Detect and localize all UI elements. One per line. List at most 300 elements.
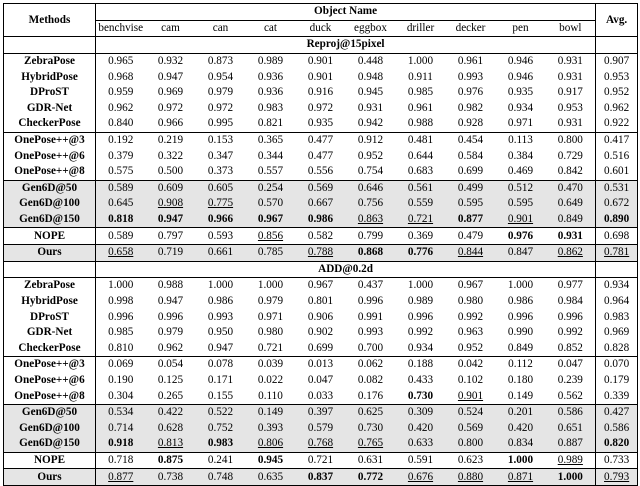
value-cell: [196, 388, 246, 404]
value-cell: [446, 452, 496, 469]
value-cell: [246, 196, 296, 212]
object-header-can: can: [196, 20, 246, 37]
value-cell-text: 0.561: [407, 181, 434, 194]
value-cell: [296, 436, 346, 452]
value-cell: [146, 212, 196, 228]
value-cell-text: 0.033: [307, 389, 334, 402]
avg-cell-text: 0.698: [604, 229, 630, 242]
method-name: DProST: [4, 85, 96, 101]
value-cell: [346, 244, 396, 261]
table-row: [4, 436, 638, 452]
table-row: [4, 357, 638, 373]
value-cell-text: 0.984: [557, 294, 583, 307]
value-cell: [246, 69, 296, 85]
value-cell: [446, 164, 496, 180]
value-cell: [196, 53, 246, 69]
value-cell-text: 0.863: [357, 213, 384, 226]
value-cell: [546, 116, 596, 132]
value-cell-text: 0.946: [507, 55, 534, 68]
value-cell: [446, 309, 496, 325]
value-cell-text: 0.772: [357, 470, 384, 483]
value-cell: [496, 101, 546, 117]
value-cell-text: 0.667: [307, 197, 334, 210]
value-cell-text: 0.965: [108, 55, 134, 68]
value-cell: [146, 132, 196, 148]
value-cell: [396, 469, 446, 486]
value-cell: [496, 309, 546, 325]
value-cell: [546, 404, 596, 420]
value-cell-text: 0.448: [357, 55, 384, 68]
value-cell-text: 0.868: [357, 246, 384, 259]
avg-cell-text: 0.339: [604, 389, 630, 402]
value-cell: [146, 164, 196, 180]
value-cell: [146, 69, 196, 85]
value-cell-text: 0.945: [357, 86, 384, 99]
value-cell: [496, 452, 546, 469]
value-cell-text: 0.241: [207, 453, 234, 466]
value-cell-text: 0.942: [357, 117, 384, 130]
value-cell-text: 0.676: [407, 470, 434, 483]
object-name-header: Object Name: [96, 4, 596, 21]
section-spacer: [596, 261, 638, 278]
value-cell-text: 0.928: [457, 117, 484, 130]
value-cell: [96, 325, 146, 341]
value-cell: [196, 452, 246, 469]
value-cell: [496, 132, 546, 148]
value-cell: [196, 101, 246, 117]
value-cell-text: 0.765: [357, 437, 384, 450]
avg-cell-text: 0.417: [604, 134, 630, 147]
value-cell-text: 0.644: [407, 149, 434, 162]
avg-cell: [596, 294, 638, 310]
method-name: HybridPose: [4, 294, 96, 310]
avg-cell-text: 0.601: [604, 165, 630, 178]
value-cell-text: 0.989: [407, 294, 434, 307]
value-cell: [296, 164, 346, 180]
value-cell: [396, 85, 446, 101]
value-cell: [396, 452, 446, 469]
value-cell-text: 0.397: [307, 406, 334, 419]
value-cell-text: 0.609: [157, 181, 184, 194]
value-cell-text: 0.871: [507, 470, 534, 483]
value-cell: [96, 278, 146, 294]
value-cell: [546, 132, 596, 148]
value-cell-text: 0.500: [157, 165, 184, 178]
value-cell: [346, 325, 396, 341]
value-cell: [496, 357, 546, 373]
value-cell-text: 0.980: [457, 294, 484, 307]
value-cell-text: 0.996: [407, 310, 434, 323]
table-row: [4, 196, 638, 212]
value-cell-text: 0.849: [557, 213, 583, 226]
value-cell: [246, 132, 296, 148]
value-cell: [346, 85, 396, 101]
value-cell: [146, 294, 196, 310]
value-cell: [146, 452, 196, 469]
avg-cell: [596, 212, 638, 228]
value-cell: [396, 436, 446, 452]
value-cell: [446, 278, 496, 294]
value-cell-text: 0.069: [108, 358, 134, 371]
method-name: CheckerPose: [4, 116, 96, 132]
method-name: NOPE: [4, 228, 96, 245]
avg-cell-text: 0.820: [604, 437, 630, 450]
object-header-duck: duck: [296, 20, 346, 37]
value-cell: [246, 180, 296, 196]
value-cell-text: 0.522: [207, 406, 234, 419]
value-cell: [546, 420, 596, 436]
value-cell: [96, 148, 146, 164]
value-cell: [346, 340, 396, 356]
value-cell-text: 0.969: [157, 86, 184, 99]
value-cell-text: 1.000: [207, 279, 234, 292]
value-cell-text: 0.834: [507, 437, 534, 450]
value-cell: [346, 228, 396, 245]
avg-cell-text: 0.828: [604, 341, 630, 354]
value-cell-text: 1.000: [557, 470, 583, 483]
value-cell: [446, 116, 496, 132]
value-cell: [146, 404, 196, 420]
value-cell-text: 0.625: [357, 406, 384, 419]
value-cell: [496, 325, 546, 341]
method-name: Gen6D@150: [4, 436, 96, 452]
value-cell: [96, 340, 146, 356]
value-cell: [546, 212, 596, 228]
value-cell-text: 0.393: [257, 421, 284, 434]
table-row: [4, 420, 638, 436]
value-cell: [546, 469, 596, 486]
value-cell: [496, 373, 546, 389]
value-cell: [196, 69, 246, 85]
avg-cell-text: 0.733: [604, 453, 630, 466]
value-cell-text: 0.470: [557, 181, 583, 194]
table-row: [4, 148, 638, 164]
value-cell-text: 0.977: [557, 279, 583, 292]
avg-cell-text: 0.781: [604, 246, 630, 259]
value-cell: [396, 132, 446, 148]
value-cell-text: 0.437: [357, 279, 384, 292]
value-cell-text: 0.936: [257, 86, 284, 99]
value-cell-text: 0.719: [157, 246, 184, 259]
value-cell: [196, 373, 246, 389]
value-cell-text: 0.935: [507, 86, 534, 99]
section-spacer: [4, 261, 96, 278]
value-cell: [246, 278, 296, 294]
value-cell-text: 0.985: [108, 326, 134, 339]
value-cell: [496, 212, 546, 228]
value-cell: [96, 357, 146, 373]
method-name: HybridPose: [4, 69, 96, 85]
table-row: [4, 373, 638, 389]
value-cell-text: 0.633: [407, 437, 434, 450]
value-cell: [396, 196, 446, 212]
value-cell-text: 0.979: [207, 86, 234, 99]
avg-cell-text: 0.070: [604, 358, 630, 371]
value-cell: [446, 420, 496, 436]
value-cell: [546, 388, 596, 404]
value-cell-text: 0.952: [357, 149, 384, 162]
object-header-decker: decker: [446, 20, 496, 37]
value-cell-text: 0.947: [157, 294, 184, 307]
value-cell-text: 0.661: [207, 246, 234, 259]
value-cell: [346, 212, 396, 228]
value-cell: [246, 436, 296, 452]
value-cell-text: 0.788: [307, 246, 334, 259]
avg-cell: [596, 85, 638, 101]
avg-cell: [596, 196, 638, 212]
value-cell-text: 0.082: [357, 373, 384, 386]
value-cell: [546, 436, 596, 452]
value-cell: [196, 340, 246, 356]
value-cell: [396, 244, 446, 261]
value-cell: [346, 116, 396, 132]
section-title: ADD@0.2d: [96, 261, 596, 278]
value-cell-text: 0.180: [507, 373, 534, 386]
avg-cell-text: 0.907: [604, 55, 630, 68]
value-cell: [296, 228, 346, 245]
value-cell-text: 0.570: [257, 197, 284, 210]
value-cell-text: 0.623: [457, 453, 484, 466]
value-cell-text: 0.954: [207, 70, 234, 83]
value-cell: [496, 388, 546, 404]
value-cell-text: 0.595: [507, 197, 534, 210]
value-cell: [446, 294, 496, 310]
value-cell-text: 0.379: [108, 149, 134, 162]
value-cell-text: 0.201: [507, 406, 534, 419]
method-name: CheckerPose: [4, 340, 96, 356]
value-cell: [446, 212, 496, 228]
avg-cell: [596, 278, 638, 294]
object-header-driller: driller: [396, 20, 446, 37]
value-cell: [146, 278, 196, 294]
value-cell-text: 0.265: [157, 389, 184, 402]
value-cell: [296, 53, 346, 69]
value-cell-text: 0.801: [307, 294, 334, 307]
avg-cell: [596, 309, 638, 325]
value-cell: [546, 340, 596, 356]
value-cell-text: 0.800: [557, 134, 583, 147]
method-name: Ours: [4, 469, 96, 486]
value-cell: [396, 148, 446, 164]
method-name: ZebraPose: [4, 53, 96, 69]
method-name: OnePose++@8: [4, 164, 96, 180]
value-cell-text: 0.479: [457, 229, 484, 242]
value-cell-text: 0.983: [257, 101, 284, 114]
method-name: OnePose++@3: [4, 357, 96, 373]
value-cell-text: 0.155: [207, 389, 234, 402]
value-cell: [396, 180, 446, 196]
value-cell-text: 0.628: [157, 421, 184, 434]
value-cell: [296, 357, 346, 373]
value-cell: [146, 420, 196, 436]
value-cell-text: 0.042: [457, 358, 484, 371]
value-cell-text: 0.557: [257, 165, 284, 178]
value-cell: [246, 420, 296, 436]
value-cell-text: 0.908: [157, 197, 184, 210]
method-name: ZebraPose: [4, 278, 96, 294]
value-cell-text: 0.047: [307, 373, 334, 386]
value-cell-text: 0.961: [407, 101, 434, 114]
value-cell: [296, 420, 346, 436]
value-cell-text: 0.945: [257, 453, 284, 466]
avg-cell: [596, 388, 638, 404]
method-name: Gen6D@100: [4, 420, 96, 436]
table-row: [4, 116, 638, 132]
value-cell-text: 0.950: [207, 326, 234, 339]
value-cell-text: 0.149: [507, 389, 534, 402]
value-cell-text: 0.902: [307, 326, 334, 339]
table-row: [4, 164, 638, 180]
value-cell-text: 0.976: [507, 229, 534, 242]
value-cell-text: 0.645: [108, 197, 134, 210]
value-cell: [196, 278, 246, 294]
avg-cell: [596, 180, 638, 196]
value-cell: [246, 116, 296, 132]
value-cell: [246, 469, 296, 486]
value-cell-text: 0.934: [507, 101, 534, 114]
value-cell: [396, 212, 446, 228]
value-cell: [296, 244, 346, 261]
value-cell: [446, 148, 496, 164]
table-row: [4, 212, 638, 228]
value-cell-text: 0.768: [307, 437, 334, 450]
value-cell-text: 0.559: [407, 197, 434, 210]
value-cell-text: 0.931: [557, 55, 583, 68]
value-cell: [246, 164, 296, 180]
value-cell: [396, 69, 446, 85]
value-cell-text: 0.993: [357, 326, 384, 339]
value-cell: [196, 420, 246, 436]
value-cell: [496, 340, 546, 356]
avg-cell: [596, 69, 638, 85]
value-cell: [496, 180, 546, 196]
value-cell: [346, 404, 396, 420]
value-cell-text: 0.992: [407, 326, 434, 339]
value-cell-text: 0.586: [557, 406, 583, 419]
value-cell: [246, 85, 296, 101]
value-cell-text: 0.738: [157, 470, 184, 483]
value-cell-text: 0.512: [507, 181, 534, 194]
value-cell: [346, 452, 396, 469]
value-cell: [246, 212, 296, 228]
value-cell: [146, 469, 196, 486]
value-cell-text: 0.729: [557, 149, 583, 162]
value-cell: [396, 278, 446, 294]
value-cell-text: 0.422: [157, 406, 184, 419]
value-cell: [296, 325, 346, 341]
value-cell: [146, 436, 196, 452]
table-row: [4, 325, 638, 341]
avg-cell-text: 0.953: [604, 70, 630, 83]
value-cell-text: 0.931: [357, 101, 384, 114]
value-cell: [546, 228, 596, 245]
value-cell-text: 0.591: [407, 453, 434, 466]
value-cell: [496, 148, 546, 164]
avg-cell: [596, 228, 638, 245]
value-cell-text: 0.962: [108, 101, 134, 114]
value-cell-text: 0.971: [507, 117, 534, 130]
value-cell-text: 0.499: [457, 181, 484, 194]
value-cell-text: 0.992: [557, 326, 583, 339]
table-row: [4, 294, 638, 310]
value-cell: [196, 244, 246, 261]
value-cell: [196, 116, 246, 132]
section-spacer: [596, 37, 638, 54]
value-cell-text: 0.837: [307, 470, 334, 483]
value-cell-text: 0.752: [207, 421, 234, 434]
avg-header: Avg.: [596, 4, 638, 37]
value-cell: [296, 101, 346, 117]
value-cell-text: 0.931: [557, 70, 583, 83]
value-cell-text: 0.985: [407, 86, 434, 99]
value-cell: [96, 469, 146, 486]
value-cell: [196, 309, 246, 325]
value-cell-text: 0.579: [307, 421, 334, 434]
value-cell: [296, 388, 346, 404]
value-cell: [496, 69, 546, 85]
value-cell: [446, 196, 496, 212]
value-cell: [296, 469, 346, 486]
value-cell: [396, 340, 446, 356]
value-cell-text: 0.649: [557, 197, 583, 210]
value-cell-text: 0.605: [207, 181, 234, 194]
value-cell-text: 0.852: [557, 341, 583, 354]
avg-cell: [596, 436, 638, 452]
value-cell: [446, 357, 496, 373]
value-cell-text: 0.651: [557, 421, 583, 434]
value-cell: [496, 436, 546, 452]
value-cell-text: 0.556: [307, 165, 334, 178]
value-cell: [96, 420, 146, 436]
value-cell: [396, 357, 446, 373]
method-name: GDR-Net: [4, 101, 96, 117]
value-cell-text: 0.990: [507, 326, 534, 339]
value-cell: [196, 196, 246, 212]
avg-cell-text: 0.952: [604, 86, 630, 99]
value-cell: [146, 244, 196, 261]
value-cell: [546, 164, 596, 180]
table-row: [4, 340, 638, 356]
table-row: [4, 469, 638, 486]
value-cell: [146, 148, 196, 164]
avg-cell: [596, 164, 638, 180]
avg-cell-text: 0.962: [604, 101, 630, 114]
value-cell-text: 0.953: [557, 101, 583, 114]
value-cell: [496, 53, 546, 69]
value-cell-text: 0.748: [207, 470, 234, 483]
value-cell-text: 0.966: [207, 213, 234, 226]
value-cell-text: 0.254: [257, 181, 284, 194]
avg-cell-text: 0.179: [604, 373, 630, 386]
value-cell-text: 0.799: [357, 229, 384, 242]
value-cell-text: 0.991: [357, 310, 384, 323]
value-cell-text: 1.000: [407, 279, 434, 292]
results-body: [4, 37, 638, 486]
value-cell: [146, 196, 196, 212]
value-cell: [296, 373, 346, 389]
value-cell: [246, 148, 296, 164]
value-cell: [96, 85, 146, 101]
value-cell-text: 0.931: [557, 117, 583, 130]
value-cell-text: 0.995: [207, 117, 234, 130]
value-cell: [296, 309, 346, 325]
value-cell-text: 0.785: [257, 246, 284, 259]
value-cell: [96, 294, 146, 310]
value-cell: [546, 309, 596, 325]
value-cell-text: 1.000: [257, 279, 284, 292]
value-cell: [246, 357, 296, 373]
value-cell-text: 0.873: [207, 55, 234, 68]
